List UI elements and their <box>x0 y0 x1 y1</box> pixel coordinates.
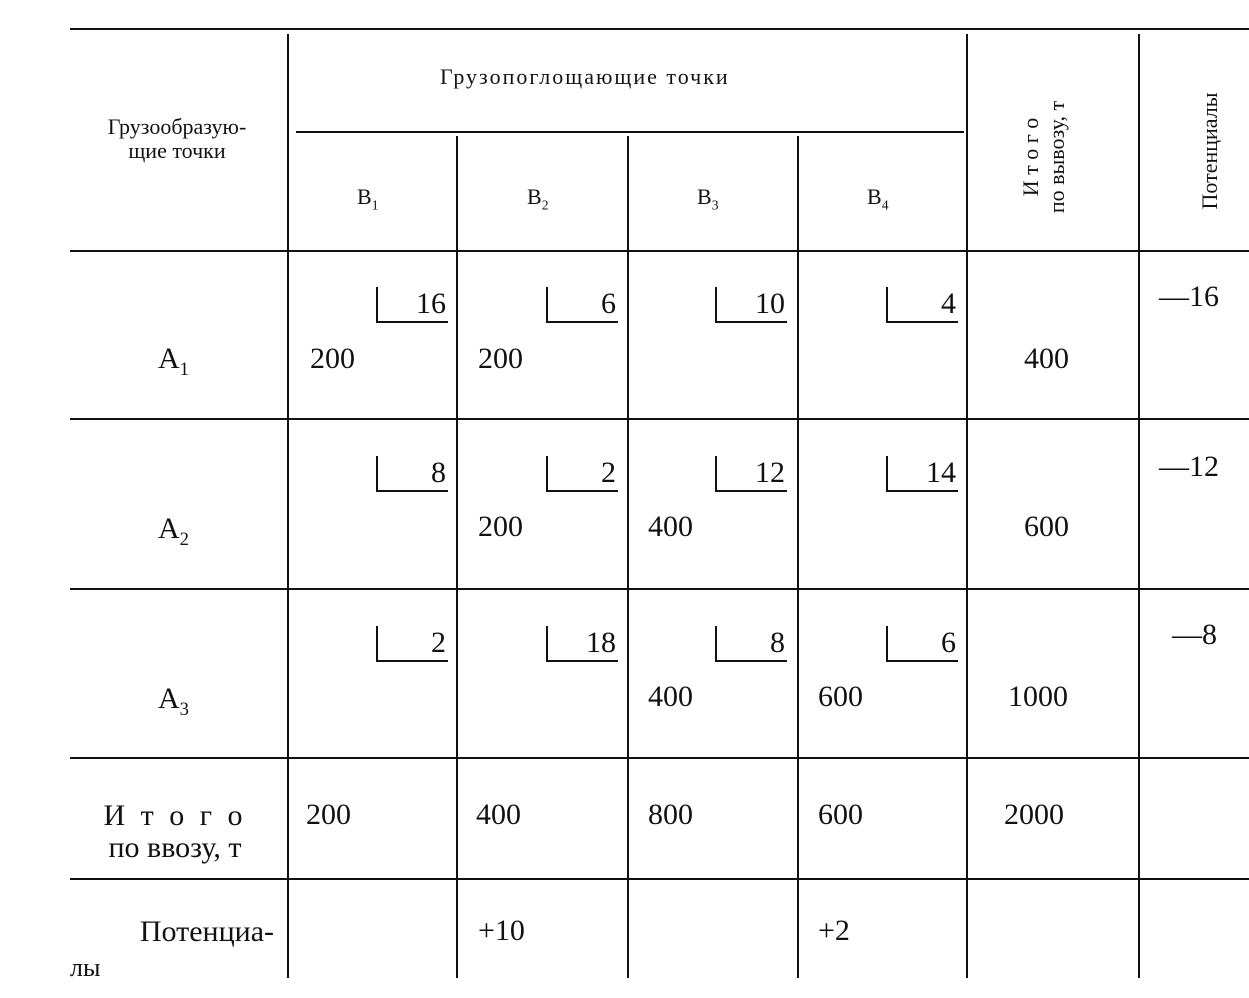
cost-a1-b1: 16 <box>376 287 448 323</box>
potentials-b2: +10 <box>478 914 525 947</box>
cost-a2-b3: 12 <box>715 456 787 492</box>
cost-a1-b4: 4 <box>886 287 958 323</box>
import-total-label-line2: по ввозу, т <box>108 831 242 864</box>
row-label-a3: $A_3$ <box>158 682 189 720</box>
potentials-header: Потенциалы <box>1197 92 1222 210</box>
potentials-row-label <box>70 914 280 986</box>
potential-a2: —12 <box>1159 450 1219 483</box>
potential-a1: —16 <box>1159 280 1219 313</box>
dest-group-rule <box>296 131 964 133</box>
import-total-b3: 800 <box>648 798 693 831</box>
col-b1-divider <box>456 136 458 978</box>
origin-header <box>72 115 282 163</box>
dest-group-header: Грузопоглощающие точки <box>440 64 730 89</box>
shipment-a1-b1: 200 <box>310 342 355 375</box>
cost-a2-b1: 8 <box>376 456 448 492</box>
shipment-a3-b3: 400 <box>648 680 693 713</box>
row-a2-bottom-rule <box>70 588 1249 590</box>
cost-a1-b2: 6 <box>546 287 618 323</box>
shipment-a2-b3: 400 <box>648 510 693 543</box>
col-total-divider <box>1138 34 1140 978</box>
import-total-b1: 200 <box>306 798 351 831</box>
potentials-b4: +2 <box>818 914 850 947</box>
col-b3-divider <box>797 136 799 978</box>
col-header-b1: $B_1$ <box>357 184 379 213</box>
import-total-label <box>70 800 280 864</box>
row-label-a2: $A_2$ <box>158 512 189 550</box>
shipment-a3-b4: 600 <box>818 680 863 713</box>
origin-header-line2: щие точки <box>128 138 226 163</box>
cost-a3-b2: 18 <box>546 626 618 662</box>
top-rule <box>70 28 1249 30</box>
cost-a2-b4: 14 <box>886 456 958 492</box>
import-total-label-line1: И т о г о <box>103 799 247 832</box>
row-a1-bottom-rule <box>70 418 1249 420</box>
col-header-b4: $B_4$ <box>867 184 889 213</box>
cost-a1-b3: 10 <box>715 287 787 323</box>
cost-a3-b4: 6 <box>886 626 958 662</box>
shipment-a2-b2: 200 <box>478 510 523 543</box>
total-export-header <box>1018 47 1078 267</box>
cost-a3-b3: 8 <box>715 626 787 662</box>
potential-a3: —8 <box>1172 618 1217 651</box>
grand-total: 2000 <box>1004 798 1064 831</box>
total-a1: 400 <box>1024 342 1069 375</box>
col-b2-divider <box>627 136 629 978</box>
col-b4-divider <box>966 34 968 978</box>
total-a3: 1000 <box>1008 680 1068 713</box>
total-a2: 600 <box>1024 510 1069 543</box>
col-header-b3: $B_3$ <box>697 184 719 213</box>
cost-a2-b2: 2 <box>546 456 618 492</box>
import-total-b2: 400 <box>476 798 521 831</box>
total-export-header-line2: по вывозу, т <box>1044 100 1069 214</box>
shipment-a1-b2: 200 <box>478 342 523 375</box>
row-a3-bottom-rule <box>70 757 1249 759</box>
total-export-header-line1: И т о г о <box>1018 117 1043 197</box>
potentials-row-label-line1: Потенциа- <box>139 915 274 948</box>
potentials-row-label-line2: лы <box>70 953 101 982</box>
cost-a3-b1: 2 <box>376 626 448 662</box>
row-label-a1: $A_1$ <box>158 342 189 380</box>
col-header-b2: $B_2$ <box>527 184 549 213</box>
origin-header-line1: Грузообразую- <box>107 114 247 139</box>
import-total-b4: 600 <box>818 798 863 831</box>
import-total-bottom-rule <box>70 878 1249 880</box>
col-origin-divider <box>287 34 289 978</box>
